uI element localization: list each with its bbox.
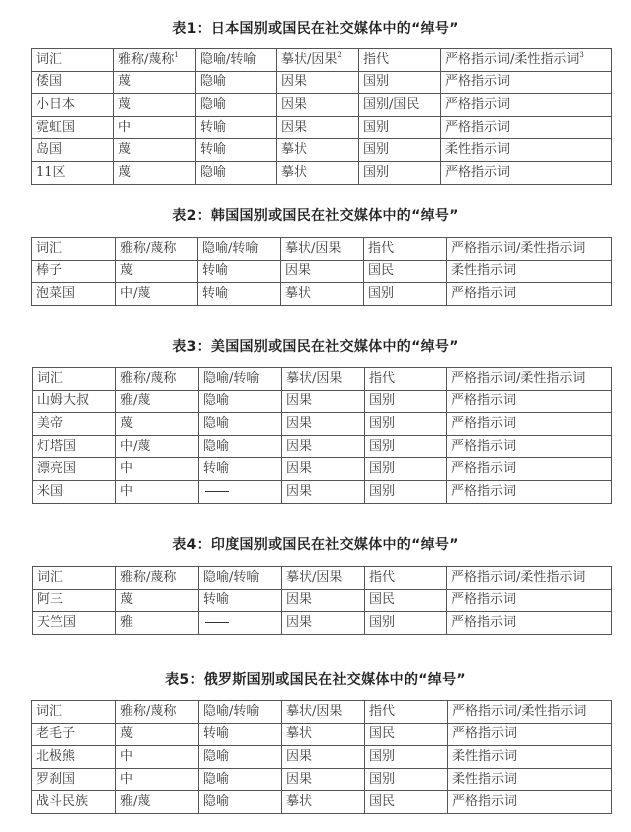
- cell-reference: 国别/国民: [359, 94, 441, 117]
- table-row: [32, 116, 612, 139]
- footnote-marker: 2: [337, 50, 342, 59]
- table-4-title: 表4：印度国别或国民在社交媒体中的“绰号”: [172, 537, 459, 553]
- dash-placeholder: [205, 491, 229, 492]
- table-5: [31, 700, 612, 814]
- cell-reference: 国别: [359, 116, 441, 139]
- cell-term: 小日本: [32, 94, 114, 117]
- header-cell: 摹状/因果: [282, 567, 365, 590]
- cell-trope: 转喻: [199, 723, 282, 746]
- cell-term: 倭国: [32, 71, 114, 94]
- cell-reference: 国别: [365, 390, 447, 413]
- cell-connotation: 中/蔑: [116, 435, 199, 458]
- table-row: [33, 612, 612, 635]
- cell-designator: 柔性指示词: [441, 139, 612, 162]
- header-cell: 词汇: [32, 701, 116, 724]
- cell-description-type: 因果: [282, 458, 365, 481]
- cell-description-type: 因果: [282, 435, 365, 458]
- cell-designator: 严格指示词: [447, 612, 612, 635]
- cell-trope: 转喻: [196, 116, 277, 139]
- cell-description-type: 因果: [277, 116, 359, 139]
- header-cell: 摹状/因果: [282, 368, 365, 391]
- cell-connotation: 雅: [116, 612, 199, 635]
- table-4: [32, 566, 612, 635]
- table-row: [33, 480, 612, 503]
- header-cell: 雅称/蔑称: [116, 238, 198, 261]
- cell-trope: 隐喻: [196, 161, 277, 184]
- table-3: [32, 367, 612, 504]
- cell-term: 阿三: [33, 589, 116, 612]
- cell-connotation: 蔑: [114, 94, 196, 117]
- header-cell: 词汇: [33, 567, 116, 590]
- cell-term: 11区: [32, 161, 114, 184]
- cell-connotation: 蔑: [116, 260, 198, 283]
- table-2: [31, 237, 612, 306]
- cell-designator: 严格指示词: [448, 791, 612, 814]
- cell-description-type: 因果: [282, 612, 365, 635]
- cell-term: 米国: [33, 480, 116, 503]
- cell-connotation: 中: [114, 116, 196, 139]
- cell-term: 老毛子: [32, 723, 116, 746]
- cell-description-type: 摹状: [282, 791, 365, 814]
- cell-term: 泡菜国: [32, 283, 116, 306]
- header-cell: 隐喻/转喻: [198, 238, 281, 261]
- cell-description-type: 因果: [281, 260, 364, 283]
- table-header-row: [33, 567, 612, 590]
- cell-trope: 隐喻: [199, 413, 282, 436]
- cell-trope: 转喻: [196, 139, 277, 162]
- cell-reference: 国民: [365, 791, 448, 814]
- header-cell: 指代: [365, 368, 447, 391]
- header-cell: 隐喻/转喻: [199, 567, 282, 590]
- table-row: [32, 260, 612, 283]
- header-cell: 严格指示词/柔性指示词: [447, 368, 612, 391]
- cell-designator: 柔性指示词: [447, 260, 612, 283]
- cell-term: 漂亮国: [33, 458, 116, 481]
- cell-description-type: 摹状: [277, 161, 359, 184]
- table-header-row: [32, 238, 612, 261]
- cell-reference: 国别: [365, 480, 447, 503]
- cell-designator: 严格指示词: [441, 71, 612, 94]
- header-cell: 摹状/因果$^2$: [277, 49, 359, 72]
- table-header-row: [33, 368, 612, 391]
- table-row: [32, 723, 612, 746]
- cell-trope: 隐喻: [199, 390, 282, 413]
- table-row: [32, 746, 612, 769]
- header-cell: 指代: [365, 701, 448, 724]
- cell-trope: [199, 480, 282, 503]
- cell-term: 山姆大叔: [33, 390, 116, 413]
- table-row: [32, 791, 612, 814]
- header-cell: 摹状/因果: [281, 238, 364, 261]
- cell-reference: 国别: [365, 768, 448, 791]
- table-row: [33, 458, 612, 481]
- cell-connotation: 中: [116, 458, 199, 481]
- table-row: [32, 94, 612, 117]
- cell-trope: 隐喻: [196, 71, 277, 94]
- cell-reference: 国别: [365, 746, 448, 769]
- cell-trope: 隐喻: [199, 435, 282, 458]
- cell-connotation: 蔑: [116, 413, 199, 436]
- cell-designator: 严格指示词: [447, 283, 612, 306]
- cell-term: 灯塔国: [33, 435, 116, 458]
- table-row: [33, 435, 612, 458]
- table-row: [32, 71, 612, 94]
- cell-designator: 严格指示词: [441, 94, 612, 117]
- table-row: [32, 768, 612, 791]
- dash-placeholder: [205, 622, 229, 623]
- header-cell: 严格指示词/柔性指示词: [447, 567, 612, 590]
- cell-reference: 国别: [364, 283, 447, 306]
- cell-description-type: 摹状: [282, 723, 365, 746]
- cell-connotation: 雅/蔑: [116, 791, 199, 814]
- cell-description-type: 因果: [282, 390, 365, 413]
- cell-term: 霓虹国: [32, 116, 114, 139]
- cell-reference: 国民: [364, 260, 447, 283]
- cell-connotation: 雅/蔑: [116, 390, 199, 413]
- cell-term: 战斗民族: [32, 791, 116, 814]
- cell-connotation: 蔑: [114, 71, 196, 94]
- cell-trope: 隐喻: [199, 791, 282, 814]
- header-cell: 严格指示词/柔性指示词: [448, 701, 612, 724]
- footnote-marker: 3: [579, 50, 584, 59]
- table-1: [31, 48, 612, 185]
- cell-designator: 严格指示词: [447, 480, 612, 503]
- cell-designator: 严格指示词: [447, 413, 612, 436]
- cell-description-type: 因果: [282, 480, 365, 503]
- cell-connotation: 中: [116, 746, 199, 769]
- header-cell: 词汇: [33, 368, 116, 391]
- cell-reference: 国别: [365, 458, 447, 481]
- table-row: [32, 283, 612, 306]
- cell-connotation: 蔑: [116, 589, 199, 612]
- header-cell: 雅称/蔑称: [116, 567, 199, 590]
- cell-term: 罗刹国: [32, 768, 116, 791]
- cell-connotation: 中: [116, 480, 199, 503]
- cell-designator: 严格指示词: [441, 116, 612, 139]
- cell-trope: 隐喻: [199, 768, 282, 791]
- cell-description-type: 因果: [277, 94, 359, 117]
- table-1-title: 表1：日本国别或国民在社交媒体中的“绰号”: [172, 21, 459, 37]
- cell-reference: 国民: [365, 723, 448, 746]
- cell-trope: 转喻: [199, 458, 282, 481]
- cell-term: 棒子: [32, 260, 116, 283]
- cell-description-type: 因果: [277, 71, 359, 94]
- table-row: [33, 390, 612, 413]
- cell-trope: 隐喻: [199, 746, 282, 769]
- table-2-title: 表2：韩国国别或国民在社交媒体中的“绰号”: [172, 208, 459, 224]
- cell-connotation: 中/蔑: [116, 283, 198, 306]
- header-cell: 指代: [364, 238, 447, 261]
- cell-reference: 国别: [359, 71, 441, 94]
- header-cell: 摹状/因果: [282, 701, 365, 724]
- cell-trope: 转喻: [198, 283, 281, 306]
- table-row: [33, 413, 612, 436]
- header-cell: 雅称/蔑称: [116, 368, 199, 391]
- table-header-row: [32, 49, 612, 72]
- header-cell: 隐喻/转喻: [199, 368, 282, 391]
- cell-designator: 柔性指示词: [448, 768, 612, 791]
- cell-trope: [199, 612, 282, 635]
- table-row: [32, 139, 612, 162]
- cell-description-type: 因果: [282, 589, 365, 612]
- cell-reference: 国别: [359, 161, 441, 184]
- cell-trope: 转喻: [199, 589, 282, 612]
- header-cell: 隐喻/转喻: [196, 49, 277, 72]
- cell-term: 美帝: [33, 413, 116, 436]
- cell-term: 北极熊: [32, 746, 116, 769]
- header-cell: 严格指示词/柔性指示词: [447, 238, 612, 261]
- header-cell: 指代: [359, 49, 441, 72]
- table-row: [32, 161, 612, 184]
- cell-designator: 严格指示词: [447, 435, 612, 458]
- cell-designator: 严格指示词: [447, 390, 612, 413]
- cell-connotation: 蔑: [114, 139, 196, 162]
- cell-designator: 严格指示词: [447, 458, 612, 481]
- cell-designator: 柔性指示词: [448, 746, 612, 769]
- cell-trope: 转喻: [198, 260, 281, 283]
- header-cell: 雅称/蔑称: [116, 701, 199, 724]
- cell-connotation: 蔑: [116, 723, 199, 746]
- cell-designator: 严格指示词: [447, 589, 612, 612]
- table-5-title: 表5：俄罗斯国别或国民在社交媒体中的“绰号”: [165, 672, 466, 688]
- cell-description-type: 摹状: [277, 139, 359, 162]
- cell-reference: 国别: [359, 139, 441, 162]
- cell-designator: 严格指示词: [441, 161, 612, 184]
- cell-reference: 国别: [365, 413, 447, 436]
- cell-term: 天竺国: [33, 612, 116, 635]
- header-cell: 词汇: [32, 238, 116, 261]
- cell-reference: 国别: [365, 435, 447, 458]
- cell-description-type: 因果: [282, 413, 365, 436]
- cell-designator: 严格指示词: [448, 723, 612, 746]
- footnote-marker: 1: [174, 50, 179, 59]
- cell-connotation: 中: [116, 768, 199, 791]
- cell-description-type: 摹状: [281, 283, 364, 306]
- table-header-row: [32, 701, 612, 724]
- cell-description-type: 因果: [282, 746, 365, 769]
- header-cell: 雅称/蔑称$^1$: [114, 49, 196, 72]
- table-3-title: 表3：美国国别或国民在社交媒体中的“绰号”: [172, 339, 459, 355]
- cell-reference: 国民: [365, 589, 447, 612]
- cell-reference: 国别: [365, 612, 447, 635]
- cell-trope: 隐喻: [196, 94, 277, 117]
- cell-description-type: 因果: [282, 768, 365, 791]
- header-cell: 隐喻/转喻: [199, 701, 282, 724]
- cell-connotation: 蔑: [114, 161, 196, 184]
- header-cell: 词汇: [32, 49, 114, 72]
- header-cell: 指代: [365, 567, 447, 590]
- header-cell: 严格指示词/柔性指示词$^3$: [441, 49, 612, 72]
- cell-term: 岛国: [32, 139, 114, 162]
- table-row: [33, 589, 612, 612]
